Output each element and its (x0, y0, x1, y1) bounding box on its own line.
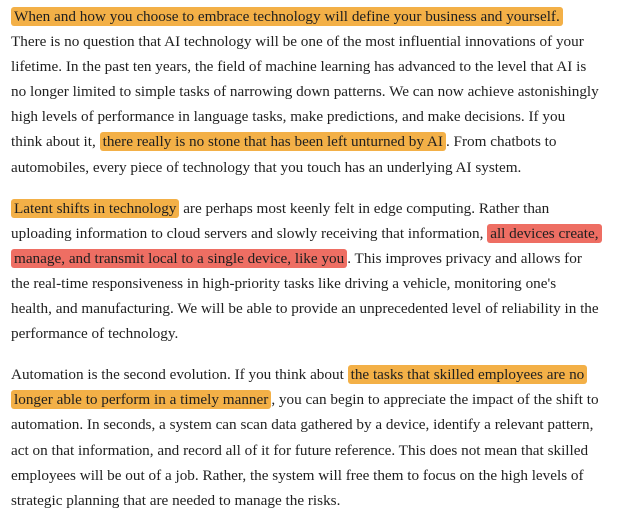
highlighted-text: the tasks that skilled employees are no longer able to perform in a timely manner (11, 365, 587, 409)
body-text: There is no question that AI technology will be one of the most influential innovations of your lifetime. In the past ten years, the field of machine learning has advanced to the level that AI is no longer limited to simple tasks of narrowing down patterns. We can now achieve astonishingly high levels of performance in language tasks, make predictions, and make decisions. If you think about it, (11, 33, 599, 151)
body-text: Automation is the second evolution. If you think about (11, 366, 348, 384)
body-text: are perhaps most keenly felt in edge computing. Rather than uploading information to cloud servers and slowly receiving that information, (11, 199, 550, 242)
highlighted-text-red: all devices create, manage, and transmit local to a single device, like you (11, 224, 602, 268)
paragraph-2 (11, 196, 599, 347)
paragraph-3 (11, 362, 599, 513)
body-text: . This improves privacy and allows for the real-time responsiveness in high-priority tasks like driving a vehicle, monitoring one's health, and manufacturing. We will be able to provide an unprecedented level of reliability in the performance of technology. (11, 249, 599, 343)
highlighted-text: there really is no stone that has been left unturned by AI (100, 132, 446, 151)
body-text: . From chatbots to automobiles, every piece of technology that you touch has an underlying AI system. (11, 133, 557, 176)
highlighted-text: When and how you choose to embrace technology will define your business and yourself. (11, 7, 563, 26)
paragraph-1 (11, 4, 599, 180)
highlighted-text: Latent shifts in technology (11, 199, 179, 218)
body-text: , you can begin to appreciate the impact of the shift to automation. In seconds, a system can scan data gathered by a device, identify a relevant pattern, act on that information, and record all of it for future reference. This does not mean that skilled employees will be out of a job. Rather, the system will free them to focus on the high levels of strategic planning that are needed to manage the risks. (11, 391, 599, 509)
